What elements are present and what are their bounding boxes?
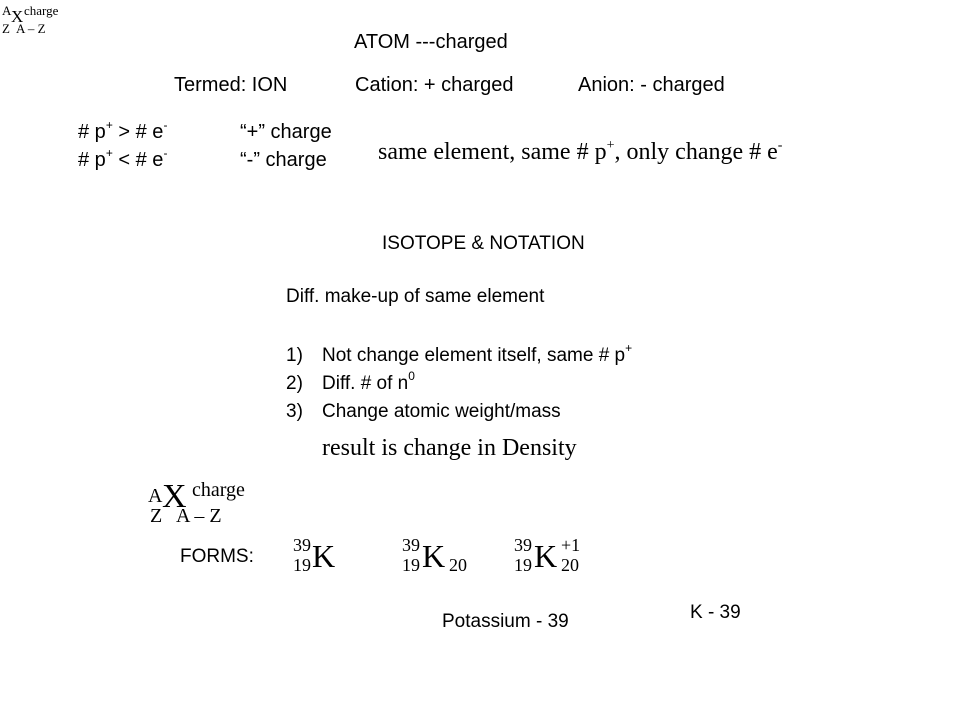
rule-positive — [78, 118, 168, 144]
list-number-3: 3) — [286, 401, 303, 422]
form2-mass: 39 — [402, 535, 420, 555]
electron-minus-sup: - — [163, 118, 168, 132]
notation-z-letter: Z — [150, 505, 163, 527]
form2-symbol: K — [422, 538, 446, 574]
list-text-1: Not change element itself, same # p — [322, 345, 626, 366]
rule-positive-charge: “+” charge — [240, 121, 332, 143]
isotope-list-item-3 — [286, 401, 561, 423]
density-note: result is change in Density — [322, 435, 577, 461]
notation-symbol-letter: X — [162, 478, 187, 515]
isotope-description: Diff. make-up of same element — [286, 286, 545, 307]
notation-mass-letter: A — [148, 485, 163, 507]
corner-mass-letter: A — [2, 3, 12, 18]
list-number-2: 2) — [286, 373, 303, 394]
page-title: ATOM ---charged — [354, 31, 508, 53]
potassium-label: Potassium - 39 — [442, 611, 569, 632]
rule-positive-e: > # e — [112, 121, 164, 143]
rule-negative-e: < # e — [112, 149, 164, 171]
forms-label: FORMS: — [180, 546, 254, 567]
form-notation-2 — [402, 536, 482, 576]
list-number-1: 1) — [286, 345, 303, 366]
same-element-note — [378, 139, 782, 166]
list-text-3: Change atomic weight/mass — [322, 401, 561, 422]
electron-minus-sup-2: - — [163, 146, 168, 160]
same-element-text2: , only change # e — [614, 139, 778, 165]
isotope-notation-diagram — [148, 478, 288, 528]
form-notation-3 — [514, 536, 604, 576]
rule-negative — [78, 146, 168, 172]
corner-z-letter: Z — [2, 21, 10, 36]
isotope-list-item-2 — [286, 369, 415, 395]
same-element-minus-sup: - — [777, 138, 783, 153]
form2-neutrons: 20 — [449, 555, 467, 575]
anion-label: Anion: - charged — [578, 74, 725, 96]
list-sup-1: + — [625, 341, 633, 355]
cation-label: Cation: + charged — [355, 74, 514, 96]
corner-charge-label: charge — [24, 3, 59, 18]
form3-mass: 39 — [514, 535, 532, 555]
termed-ion-label: Termed: ION — [174, 74, 288, 96]
form2-atomic: 19 — [402, 555, 420, 575]
rule-negative-p: # p — [78, 149, 106, 171]
form1-mass: 39 — [293, 535, 311, 555]
k-short-label: K - 39 — [690, 602, 741, 623]
isotope-list-item-1 — [286, 341, 633, 367]
corner-symbol-letter: X — [11, 7, 24, 26]
form1-atomic: 19 — [293, 555, 311, 575]
form3-atomic: 19 — [514, 555, 532, 575]
corner-a-minus-z: A – Z — [16, 21, 46, 36]
same-element-text: same element, same # p — [378, 139, 607, 165]
notation-a-minus-z: A – Z — [176, 505, 222, 527]
form3-charge: +1 — [561, 535, 581, 555]
form3-symbol: K — [534, 538, 558, 574]
form1-symbol: K — [312, 538, 336, 574]
proton-plus-sup: + — [105, 118, 113, 132]
form3-neutrons: 20 — [561, 555, 579, 575]
rule-positive-p: # p — [78, 121, 106, 143]
corner-isotope-notation — [2, 2, 82, 36]
notation-charge-label: charge — [192, 479, 245, 501]
form-notation-1 — [293, 536, 353, 576]
same-element-plus-sup: + — [606, 138, 615, 153]
list-text-2: Diff. # of n — [322, 373, 409, 394]
isotope-heading: ISOTOPE & NOTATION — [382, 233, 585, 254]
proton-plus-sup-2: + — [105, 146, 113, 160]
rule-negative-charge: “-” charge — [240, 149, 327, 171]
list-sup-2: 0 — [408, 369, 415, 383]
